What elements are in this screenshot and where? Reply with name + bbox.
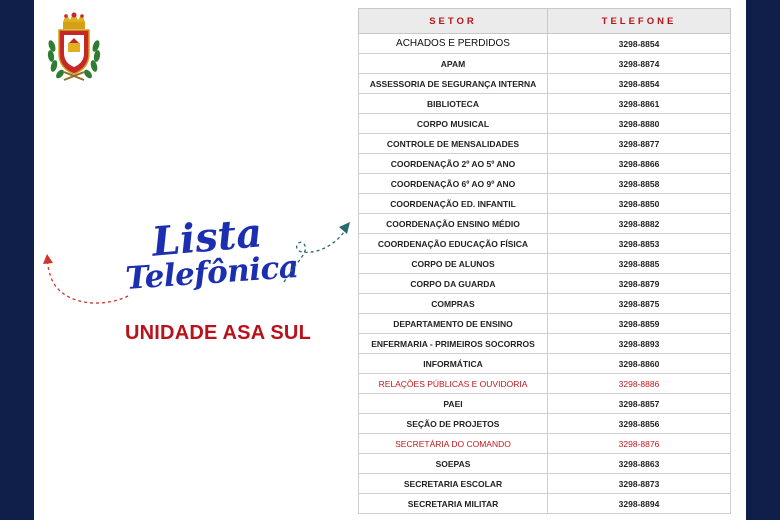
sector-cell: COORDENAÇÃO ED. INFANTIL <box>359 194 548 214</box>
sector-cell: COORDENAÇÃO ENSINO MÉDIO <box>359 214 548 234</box>
phone-cell: 3298-8860 <box>548 354 731 374</box>
phone-cell: 3298-8857 <box>548 394 731 414</box>
sector-cell: COMPRAS <box>359 294 548 314</box>
table-row <box>359 314 731 334</box>
phone-cell: 3298-8863 <box>548 454 731 474</box>
sector-cell: SECRETARIA MILITAR <box>359 494 548 514</box>
sector-cell: ASSESSORIA DE SEGURANÇA INTERNA <box>359 74 548 94</box>
table-header-row <box>359 9 731 34</box>
sector-cell: CORPO DE ALUNOS <box>359 254 548 274</box>
table-row <box>359 234 731 254</box>
phone-cell: 3298-8875 <box>548 294 731 314</box>
phone-cell: 3298-8854 <box>548 74 731 94</box>
phone-cell: 3298-8893 <box>548 334 731 354</box>
phone-cell: 3298-8873 <box>548 474 731 494</box>
table-row <box>359 414 731 434</box>
table-row <box>359 54 731 74</box>
phone-cell: 3298-8880 <box>548 114 731 134</box>
table-row <box>359 354 731 374</box>
phone-column-header: TELEFONE <box>548 9 731 34</box>
military-school-crest-icon <box>46 10 102 84</box>
table-row <box>359 194 731 214</box>
table-row <box>359 494 731 514</box>
table-row <box>359 394 731 414</box>
title-line2: Telefônica <box>124 249 300 297</box>
table-row <box>359 474 731 494</box>
phone-cell: 3298-8876 <box>548 434 731 454</box>
sector-cell: APAM <box>359 54 548 74</box>
table-row <box>359 114 731 134</box>
table-row <box>359 434 731 454</box>
table-row <box>359 94 731 114</box>
phone-cell: 3298-8877 <box>548 134 731 154</box>
sector-cell: COORDENAÇÃO 6º AO 9º ANO <box>359 174 548 194</box>
sector-cell: DEPARTAMENTO DE ENSINO <box>359 314 548 334</box>
sector-cell: CORPO MUSICAL <box>359 114 548 134</box>
phone-cell: 3298-8886 <box>548 374 731 394</box>
table-row <box>359 334 731 354</box>
sector-cell: COORDENAÇÃO EDUCAÇÃO FÍSICA <box>359 234 548 254</box>
phone-cell: 3298-8853 <box>548 234 731 254</box>
phone-directory-table <box>358 8 731 514</box>
phone-cell: 3298-8861 <box>548 94 731 114</box>
phone-cell: 3298-8859 <box>548 314 731 334</box>
sector-cell: SEÇÃO DE PROJETOS <box>359 414 548 434</box>
red-dashed-arrow-icon <box>48 258 128 303</box>
table-row <box>359 214 731 234</box>
phone-cell: 3298-8866 <box>548 154 731 174</box>
sector-cell: SOEPAS <box>359 454 548 474</box>
table-row <box>359 74 731 94</box>
phone-cell: 3298-8879 <box>548 274 731 294</box>
document-page <box>34 0 746 520</box>
sector-cell: RELAÇÕES PÚBLICAS E OUVIDORIA <box>359 374 548 394</box>
decorative-arrows <box>34 210 364 320</box>
sector-cell: INFORMÁTICA <box>359 354 548 374</box>
phone-cell: 3298-8850 <box>548 194 731 214</box>
phone-cell: 3298-8882 <box>548 214 731 234</box>
teal-dashed-arrow-icon <box>284 232 344 282</box>
sector-cell: BIBLIOTECA <box>359 94 548 114</box>
table-row <box>359 34 731 54</box>
table-row <box>359 294 731 314</box>
table-row <box>359 274 731 294</box>
sector-cell: CONTROLE DE MENSALIDADES <box>359 134 548 154</box>
table-row <box>359 174 731 194</box>
table-row <box>359 134 731 154</box>
sector-cell: SECRETÁRIA DO COMANDO <box>359 434 548 454</box>
phone-cell: 3298-8858 <box>548 174 731 194</box>
table-row <box>359 454 731 474</box>
table-row <box>359 374 731 394</box>
sector-cell: SECRETARIA ESCOLAR <box>359 474 548 494</box>
sector-cell: ENFERMARIA - PRIMEIROS SOCORROS <box>359 334 548 354</box>
title-line1: Lista <box>149 209 264 266</box>
sector-column-header: SETOR <box>359 9 548 34</box>
phone-cell: 3298-8894 <box>548 494 731 514</box>
sector-cell: ACHADOS E PERDIDOS <box>359 34 548 54</box>
unit-name: UNIDADE ASA SUL <box>125 322 311 344</box>
phone-cell: 3298-8874 <box>548 54 731 74</box>
table-row <box>359 154 731 174</box>
phone-cell: 3298-8885 <box>548 254 731 274</box>
phone-cell: 3298-8854 <box>548 34 731 54</box>
sector-cell: COORDENAÇÃO 2º AO 5º ANO <box>359 154 548 174</box>
table-row <box>359 254 731 274</box>
phone-cell: 3298-8856 <box>548 414 731 434</box>
sector-cell: CORPO DA GUARDA <box>359 274 548 294</box>
sector-cell: PAEI <box>359 394 548 414</box>
